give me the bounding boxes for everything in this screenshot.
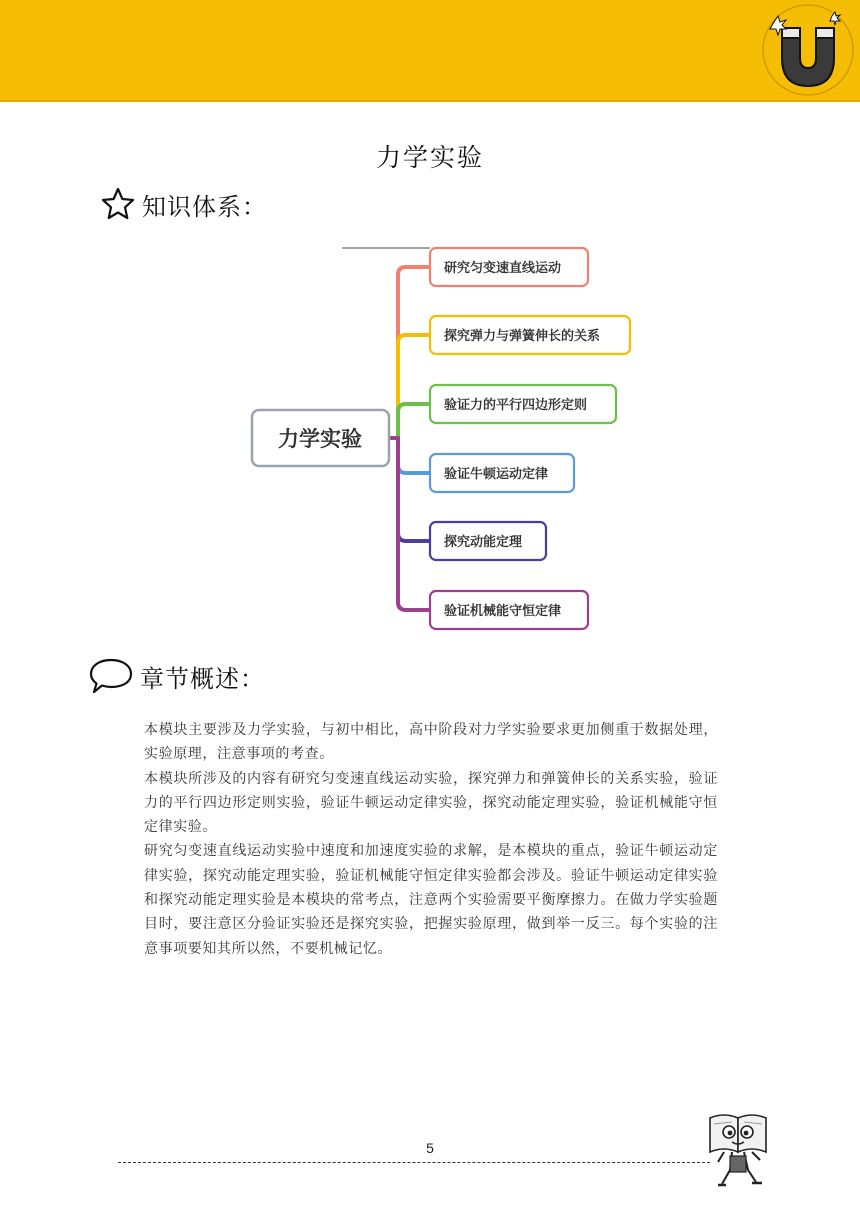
mindmap-root-label: 力学实验 (278, 427, 362, 451)
star-outline-icon (100, 186, 136, 222)
mindmap-branch-node[interactable] (430, 591, 588, 629)
mindmap-branch-node[interactable] (430, 248, 588, 286)
magnet-icon (760, 2, 856, 98)
mindmap-branch-node[interactable] (430, 316, 630, 354)
header-band (0, 0, 860, 102)
mindmap-connector (398, 267, 430, 438)
book-mascot-icon (704, 1108, 776, 1192)
page-title: 力学实验 (375, 143, 484, 172)
overview-heading-text: 章节概述： (140, 664, 265, 693)
mindmap-root[interactable] (252, 410, 389, 466)
mindmap (240, 240, 660, 640)
chapter-summary (144, 718, 718, 961)
mindmap-branch-node[interactable] (430, 522, 546, 560)
mindmap-branch-node[interactable] (430, 454, 574, 492)
mindmap-branch-label: 验证机械能守恒定律 (444, 604, 562, 619)
page-number: 5 (426, 1140, 434, 1156)
mindmap-connectors (389, 267, 430, 610)
knowledge-heading-text: 知识体系： (142, 192, 267, 221)
summary-paragraph: 本模块主要涉及力学实验，与初中相比，高中阶段对力学实验要求更加侧重于数据处理，实验原理，注意事项的考查。 (144, 722, 718, 763)
summary-paragraph: 本模块所涉及的内容有研究匀变速直线运动实验，探究弹力和弹簧伸长的关系实验，验证力的平行四边形定则实验，验证牛顿运动定律实验，探究动能定理实验，验证机械能守恒定律实验。 (144, 770, 718, 836)
mindmap-branch-label: 验证牛顿运动定律 (444, 467, 549, 482)
mindmap-branch-label: 研究匀变速直线运动 (444, 261, 562, 276)
knowledge-heading (100, 186, 267, 222)
overview-heading (88, 656, 265, 696)
summary-paragraph: 研究匀变速直线运动实验中速度和加速度实验的求解，是本模块的重点，验证牛顿运动定律实验，探究动能定理实验，验证机械能守恒定律实验都会涉及。验证牛顿运动定律实验和探究动能定理实验是本模块的常考点，注意两个实验需要平衡摩擦力。在做力学实验题目时，要注意区分验证实验还是探究实验，把握实验原理，做到举一反三。每个实验的注意事项要知其所以然，不要机械记忆。 (144, 843, 718, 957)
mindmap-connector (398, 438, 430, 473)
mindmap-branch-node[interactable] (430, 385, 616, 423)
mindmap-branch-label: 验证力的平行四边形定则 (444, 398, 588, 413)
footer-rule (118, 1162, 710, 1163)
mindmap-connector (398, 438, 430, 610)
mindmap-branch-label: 探究动能定理 (444, 535, 523, 550)
mindmap-connector (398, 404, 430, 438)
mindmap-connector (398, 335, 430, 438)
speech-bubble-icon (88, 656, 134, 696)
mindmap-branch-label: 探究弹力与弹簧伸长的关系 (444, 329, 601, 344)
mindmap-connector (398, 438, 430, 541)
